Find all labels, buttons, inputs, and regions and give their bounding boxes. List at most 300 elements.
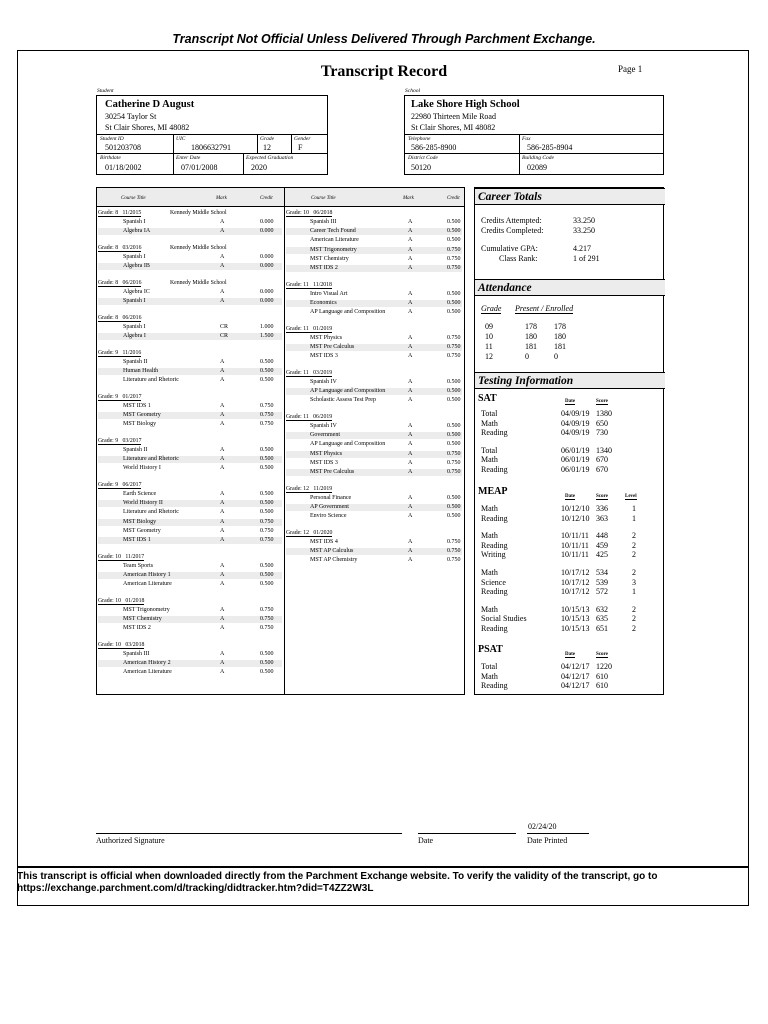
course-row — [98, 289, 282, 296]
meap-date-header: Date — [565, 494, 575, 499]
course-mark: A — [408, 538, 413, 545]
school-address-1: 22980 Thirteen Mile Road — [411, 112, 496, 121]
course-credit: 0.000 — [260, 288, 274, 295]
attendance-grade: 10 — [485, 332, 493, 341]
course-mark: A — [408, 459, 413, 466]
course-row — [286, 460, 462, 467]
course-credit: 0.750 — [260, 615, 274, 622]
term-school: Kennedy Middle School — [170, 210, 227, 216]
course-title: Algebra IC — [123, 288, 150, 295]
course-mark: A — [220, 581, 225, 587]
course-title: American History 1 — [123, 571, 171, 578]
attendance-enrolled: 0 — [554, 352, 558, 361]
meap-test: Math — [481, 604, 498, 614]
right-credit-header: Credit — [447, 196, 460, 201]
term-grade-date: Grade: 8 03/2016 — [98, 244, 142, 251]
term-header — [98, 598, 144, 604]
district-code-label: District Code — [408, 155, 438, 161]
term-grade-date: Grade: 10 11/2017 — [98, 553, 145, 560]
course-mark: A — [220, 509, 225, 516]
sat-date: 06/01/19 — [561, 455, 590, 465]
course-mark: A — [220, 288, 225, 295]
meap-test: Social Studies — [481, 614, 527, 624]
course-credit: 0.500 — [260, 456, 274, 462]
student-dates-row — [97, 153, 327, 175]
attendance-present: 178 — [525, 322, 537, 331]
course-mark: A — [220, 411, 225, 418]
right-course-title-header: Course Title — [311, 196, 336, 201]
course-row — [98, 581, 282, 588]
course-credit: 0.750 — [447, 255, 461, 262]
course-title: American Literature — [123, 581, 172, 587]
term-grade-date: Grade: 8 06/2016 — [98, 279, 142, 286]
school-section-label: School — [405, 88, 420, 94]
psat-date: 04/12/17 — [561, 681, 590, 691]
course-row — [98, 228, 282, 235]
meap-score: 572 — [596, 587, 608, 597]
course-row — [286, 513, 462, 520]
course-title: Personal Finance — [310, 494, 352, 501]
course-mark: A — [220, 536, 225, 543]
gpa: 4.217 — [573, 244, 591, 253]
sat-test: Total — [481, 409, 498, 418]
meap-date: 10/15/13 — [561, 604, 590, 614]
course-credit: 0.500 — [260, 358, 274, 365]
course-credit: 0.750 — [447, 344, 461, 350]
course-title: Spanish III — [310, 219, 337, 225]
course-credit: 0.750 — [447, 450, 461, 457]
course-title: MST Trigonometry — [310, 246, 357, 253]
course-row — [286, 397, 462, 404]
course-row — [286, 265, 462, 272]
date-label: Date — [418, 836, 434, 845]
course-row — [286, 353, 462, 360]
course-title: MST Biology — [123, 518, 157, 525]
psat-test: Math — [481, 671, 498, 681]
course-mark: A — [220, 263, 225, 270]
meap-score: 539 — [596, 577, 608, 587]
term-header — [98, 350, 141, 356]
course-credit: 0.500 — [447, 309, 461, 316]
course-row — [286, 237, 462, 244]
course-row — [98, 447, 282, 454]
course-mark: A — [220, 377, 225, 383]
course-mark: A — [408, 353, 413, 360]
course-row — [98, 219, 282, 226]
meap-score: 459 — [596, 540, 608, 550]
credits-completed-label: Credits Completed: — [481, 226, 544, 235]
course-mark: A — [220, 562, 225, 569]
course-credit: 0.000 — [260, 219, 274, 225]
course-table — [96, 187, 465, 695]
course-row — [98, 324, 282, 331]
attendance-grade: 11 — [485, 342, 493, 351]
term-header — [286, 326, 332, 332]
course-credit: 0.000 — [260, 228, 274, 235]
enter-date: 07/01/2008 — [181, 163, 218, 172]
term-grade-date: Grade: 9 06/2017 — [98, 481, 142, 488]
course-row — [98, 465, 282, 472]
meap-level: 2 — [632, 604, 636, 614]
course-mark: A — [220, 490, 225, 497]
course-title: MST Pre Calculus — [310, 469, 355, 475]
meap-level: 2 — [632, 540, 636, 550]
course-credit: 0.750 — [260, 518, 274, 525]
meap-score-header: Score — [596, 494, 608, 499]
meap-date: 10/15/13 — [561, 624, 590, 633]
term-header — [98, 482, 141, 488]
course-title: AP Language and Composition — [310, 309, 386, 316]
course-title: MST IDS 3 — [310, 353, 338, 360]
course-row — [286, 300, 462, 307]
date-printed-line — [527, 833, 589, 834]
course-row — [98, 456, 282, 463]
attendance-grade: 12 — [485, 352, 493, 361]
attendance-present: 180 — [525, 332, 537, 341]
course-row — [98, 625, 282, 632]
course-credit: 1.500 — [260, 332, 274, 339]
course-title: American Literature — [123, 669, 172, 676]
course-title: Algebra IA — [123, 228, 151, 235]
course-mark: A — [220, 219, 225, 225]
attendance-enrolled: 178 — [554, 322, 566, 331]
sat-score: 670 — [596, 455, 608, 465]
meap-label: MEAP — [478, 486, 508, 497]
attendance-present: 181 — [525, 342, 537, 351]
psat-score: 610 — [596, 681, 608, 691]
sat-score-header: Score — [596, 399, 608, 404]
meap-date: 10/17/12 — [561, 577, 590, 587]
attendance-grade-header: Grade — [481, 304, 502, 313]
course-mark: A — [220, 456, 225, 462]
course-title: World History I — [123, 465, 161, 472]
course-title: MST IDS 3 — [310, 459, 338, 466]
course-credit: 0.500 — [260, 669, 274, 676]
course-title: MST Biology — [123, 421, 157, 428]
course-title: Spanish II — [123, 446, 148, 453]
meap-date: 10/11/11 — [561, 550, 589, 560]
psat-score-header: Score — [596, 652, 608, 657]
student-id-label: Student ID — [100, 136, 124, 142]
course-mark: A — [408, 299, 413, 306]
meap-test: Math — [481, 531, 498, 541]
course-title: MST AP Chemistry — [310, 557, 358, 564]
grade-label: Grade — [260, 136, 275, 142]
course-mark: A — [408, 494, 413, 501]
course-mark: A — [220, 571, 225, 578]
course-title: MST Chemistry — [123, 615, 162, 622]
course-mark: CR — [220, 332, 229, 339]
meap-level: 1 — [632, 587, 636, 597]
student-section-label: Student — [97, 88, 114, 94]
verification-footer: This transcript is official when downloaded directly from the Parchment Exchange website. To verify the validity of the transcript, go to https://exchange.parchment.com/d/tracking/didtracker.htm?did=T4ZZ2W3L — [17, 866, 749, 895]
course-row — [286, 291, 462, 298]
course-credit: 0.750 — [260, 527, 274, 534]
course-title: AP Language and Composition — [310, 388, 386, 395]
meap-level: 2 — [632, 614, 636, 624]
course-mark: CR — [220, 323, 229, 330]
term-school: Kennedy Middle School — [170, 244, 227, 251]
course-credit: 0.500 — [260, 446, 274, 453]
course-mark: A — [220, 358, 225, 365]
course-row — [286, 495, 462, 502]
course-row — [98, 509, 282, 516]
course-credit: 0.750 — [260, 411, 274, 418]
meap-test: Reading — [481, 587, 508, 597]
course-row — [98, 669, 282, 676]
career-totals-heading: Career Totals — [475, 188, 665, 205]
meap-score: 534 — [596, 568, 608, 577]
course-title: Literature and Rhetoric — [123, 377, 179, 383]
psat-date: 04/12/17 — [561, 662, 590, 671]
course-mark: A — [408, 246, 413, 253]
course-title: American Literature — [310, 237, 359, 244]
course-row — [98, 377, 282, 384]
student-address-1: 30254 Taylor St — [105, 112, 157, 121]
course-mark: A — [220, 669, 225, 676]
course-row — [98, 537, 282, 544]
term-grade-date: Grade: 12 01/2020 — [286, 529, 333, 536]
meap-date: 10/11/11 — [561, 540, 589, 550]
sat-date: 06/01/19 — [561, 465, 590, 474]
term-grade-date: Grade: 11 11/2018 — [286, 281, 332, 288]
course-mark: A — [408, 378, 413, 385]
term-header — [286, 370, 332, 376]
enter-date-label: Enter Date — [176, 155, 201, 161]
term-school: Kennedy Middle School — [170, 279, 227, 286]
term-header — [286, 210, 332, 216]
sat-score: 1380 — [596, 409, 612, 418]
attendance-grade: 09 — [485, 322, 493, 331]
course-credit: 0.500 — [447, 441, 461, 448]
sat-date: 06/01/19 — [561, 445, 590, 455]
course-column-divider — [284, 188, 285, 694]
date-printed-label: Date Printed — [527, 836, 568, 845]
course-mark: A — [408, 309, 413, 316]
course-row — [98, 528, 282, 535]
course-row — [286, 388, 462, 395]
course-credit: 0.750 — [260, 625, 274, 632]
student-name: Catherine D August — [105, 99, 195, 110]
term-header — [98, 244, 227, 251]
student-box — [96, 95, 328, 175]
course-row — [286, 548, 462, 555]
course-mark: A — [220, 518, 225, 525]
term-grade-date: Grade: 8 06/2016 — [98, 314, 142, 321]
course-mark: A — [408, 557, 413, 564]
course-row — [286, 432, 462, 439]
class-rank-label: Class Rank: — [499, 254, 538, 263]
authorized-signature-label: Authorized Signature — [96, 836, 165, 845]
left-course-title-header: Course Title — [121, 196, 146, 201]
term-header — [98, 642, 144, 648]
sat-label: SAT — [478, 393, 497, 404]
term-header — [98, 438, 141, 444]
course-mark: A — [408, 548, 413, 554]
course-credit: 0.500 — [260, 660, 274, 666]
sat-score: 730 — [596, 428, 608, 438]
course-row — [98, 403, 282, 410]
sat-test: Reading — [481, 428, 508, 438]
meap-test: Writing — [481, 550, 506, 560]
meap-level: 2 — [632, 531, 636, 541]
course-title: Spanish III — [123, 650, 150, 657]
course-title: MST IDS 2 — [123, 625, 151, 632]
meap-level: 2 — [632, 568, 636, 577]
course-title: MST IDS 2 — [310, 265, 338, 271]
course-row — [98, 607, 282, 614]
meap-test: Science — [481, 577, 506, 587]
course-title: Scholastic Assess Test Prep — [310, 397, 376, 404]
course-mark: A — [408, 441, 413, 448]
course-credit: 0.500 — [447, 378, 461, 385]
course-credit: 0.500 — [447, 219, 461, 225]
course-title: MST Geometry — [123, 411, 161, 418]
meap-level: 1 — [632, 513, 636, 523]
course-title: Literature and Rhetoric — [123, 456, 179, 462]
attendance-present: 0 — [525, 352, 529, 361]
grade: 12 — [263, 143, 271, 152]
term-header — [98, 210, 227, 216]
gender-label: Gender — [294, 136, 311, 142]
course-title: Earth Science — [123, 490, 157, 497]
course-title: MST Chemistry — [310, 255, 349, 262]
psat-test: Reading — [481, 681, 508, 691]
course-title: MST Trigonometry — [123, 606, 170, 613]
course-mark: A — [408, 265, 413, 271]
course-credit: 0.500 — [447, 503, 461, 510]
date-line — [418, 833, 516, 834]
course-mark: A — [408, 228, 413, 235]
meap-test: Reading — [481, 624, 508, 633]
course-credit: 0.500 — [447, 513, 461, 520]
gender: F — [298, 143, 303, 152]
term-header — [286, 530, 332, 536]
course-credit: 0.750 — [447, 246, 461, 253]
school-box — [404, 95, 664, 175]
course-title: Intro Visual Art — [310, 290, 348, 297]
signature-line — [96, 833, 402, 834]
course-row — [98, 359, 282, 366]
graduation-label: Expected Graduation — [246, 155, 294, 161]
sat-date: 04/09/19 — [561, 418, 590, 428]
course-mark: A — [408, 388, 413, 395]
course-credit: 0.500 — [260, 581, 274, 587]
meap-score: 632 — [596, 604, 608, 614]
course-credit: 0.000 — [260, 253, 274, 260]
building-code: 02089 — [527, 163, 547, 172]
sat-score: 670 — [596, 465, 608, 474]
course-credit: 0.500 — [260, 509, 274, 516]
course-mark: A — [220, 446, 225, 453]
course-row — [98, 263, 282, 270]
course-credit: 0.500 — [447, 237, 461, 244]
course-credit: 0.750 — [447, 459, 461, 466]
course-title: Spanish II — [123, 358, 148, 365]
term-grade-date: Grade: 11 01/2019 — [286, 325, 333, 332]
course-row — [286, 557, 462, 564]
meap-date: 10/17/12 — [561, 587, 590, 597]
attendance-enrolled: 180 — [554, 332, 566, 341]
course-title: Team Sports — [123, 562, 154, 569]
meap-level: 2 — [632, 550, 636, 560]
school-name: Lake Shore High School — [411, 99, 520, 110]
course-title: Spanish IV — [310, 423, 337, 429]
course-row — [286, 441, 462, 448]
course-title: Government — [310, 432, 340, 439]
course-credit: 1.000 — [260, 323, 274, 330]
sat-test: Math — [481, 418, 498, 428]
student-address-2: St Clair Shores, MI 48082 — [105, 123, 190, 132]
course-row — [286, 504, 462, 511]
testing-heading: Testing Information — [475, 372, 665, 389]
course-row — [98, 519, 282, 526]
telephone-label: Telephone — [408, 136, 431, 142]
course-mark: A — [220, 228, 225, 235]
course-row — [286, 344, 462, 351]
course-credit: 0.750 — [447, 353, 461, 360]
course-row — [98, 660, 282, 667]
course-mark: A — [408, 432, 413, 439]
course-mark: A — [220, 298, 225, 304]
course-title: AP Government — [310, 503, 349, 510]
class-rank: 1 of 291 — [573, 254, 600, 263]
district-code: 50120 — [411, 163, 431, 172]
meap-level-header: Level — [625, 494, 637, 499]
meap-date: 10/12/10 — [561, 504, 590, 513]
term-grade-date: Grade: 9 01/2017 — [98, 393, 142, 400]
course-credit: 0.500 — [447, 388, 461, 395]
course-credit: 0.750 — [447, 557, 461, 564]
sat-test: Reading — [481, 465, 508, 474]
building-code-label: Building Code — [522, 155, 554, 161]
telephone: 586-285-8900 — [411, 143, 457, 152]
attendance-heading: Attendance — [475, 279, 665, 296]
course-credit: 0.500 — [260, 377, 274, 383]
course-credit: 0.500 — [447, 494, 461, 501]
course-mark: A — [220, 500, 225, 507]
course-credit: 0.500 — [260, 465, 274, 472]
course-title: Human Health — [123, 367, 159, 374]
course-title: MST IDS 1 — [123, 536, 151, 543]
meap-level: 2 — [632, 624, 636, 633]
psat-score: 1220 — [596, 662, 612, 671]
course-title: MST Physics — [310, 334, 343, 341]
school-codes-row — [405, 153, 663, 175]
course-mark: A — [220, 421, 225, 428]
gpa-label: Cumulative GPA: — [481, 244, 538, 253]
course-mark: A — [408, 290, 413, 297]
course-credit: 0.500 — [447, 290, 461, 297]
course-credit: 0.500 — [260, 571, 274, 578]
course-row — [98, 421, 282, 428]
meap-test: Math — [481, 504, 498, 513]
course-row — [98, 500, 282, 507]
course-row — [98, 298, 282, 305]
course-mark: A — [408, 450, 413, 457]
course-mark: A — [408, 397, 413, 404]
meap-score: 651 — [596, 624, 608, 633]
term-header — [98, 554, 144, 560]
meap-score: 363 — [596, 513, 608, 523]
course-mark: A — [220, 253, 225, 260]
course-title: World History II — [123, 500, 163, 507]
course-mark: A — [220, 615, 225, 622]
meap-date: 10/12/10 — [561, 513, 590, 523]
course-mark: A — [408, 237, 413, 244]
birthdate: 01/18/2002 — [105, 163, 142, 172]
term-grade-date: Grade: 10 06/2018 — [286, 210, 333, 216]
